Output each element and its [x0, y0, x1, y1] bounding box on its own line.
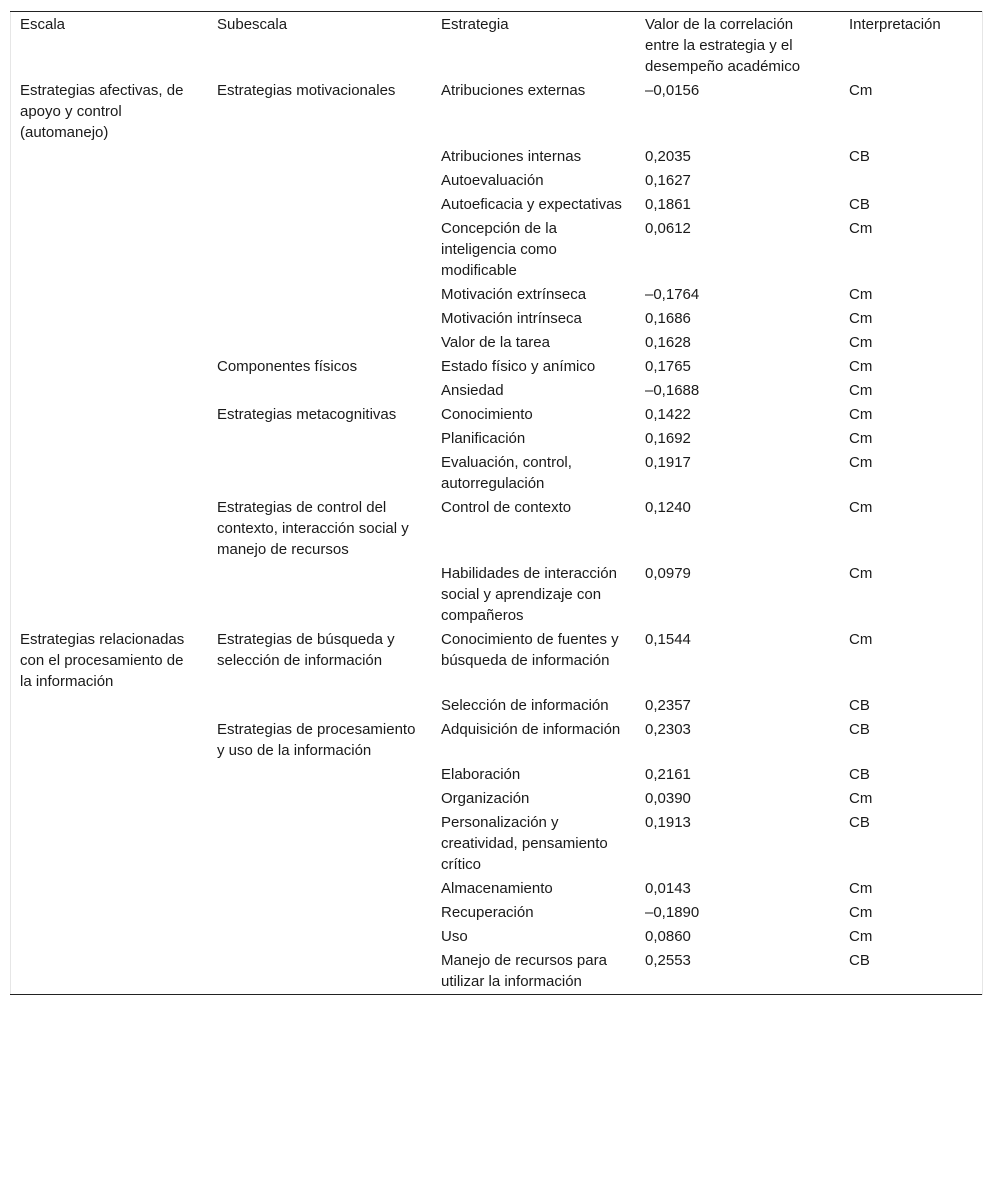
table-row: [10, 283, 982, 307]
cell-valor: 0,2357: [645, 697, 691, 714]
cell-estrategia: Autoevaluación: [441, 172, 544, 189]
table-row: [10, 949, 982, 995]
cell-escala: [10, 787, 207, 811]
cell-subescala: [207, 379, 431, 403]
header-interpretacion: Interpretación: [849, 16, 941, 33]
cell-estrategia: Personalización y creatividad, pensamiento crítico: [441, 814, 608, 873]
cell-estrategia: Uso: [441, 928, 468, 945]
cell-subescala: [207, 451, 431, 496]
cell-subescala: [207, 811, 431, 877]
cell-valor: 0,1628: [645, 334, 691, 351]
cell-escala: [10, 901, 207, 925]
table-row: [10, 496, 982, 562]
table-row: [10, 145, 982, 169]
table-row: [10, 355, 982, 379]
table-row: [10, 451, 982, 496]
cell-escala: [10, 718, 207, 763]
cell-interpretacion: Cm: [849, 286, 873, 303]
cell-estrategia: Planificación: [441, 430, 526, 447]
cell-estrategia: Atribuciones externas: [441, 82, 586, 99]
cell-subescala: [207, 925, 431, 949]
cell-estrategia: Elaboración: [441, 766, 521, 783]
cell-estrategia: Control de contexto: [441, 499, 572, 516]
cell-interpretacion: Cm: [849, 430, 873, 447]
cell-subescala: Estrategias de búsqueda y selección de información: [217, 631, 395, 669]
table-row: [10, 307, 982, 331]
cell-valor: 0,1544: [645, 631, 691, 648]
cell-interpretacion: CB: [849, 697, 870, 714]
header-estrategia: Estrategia: [441, 16, 509, 33]
cell-escala: [10, 193, 207, 217]
table-row: [10, 628, 982, 694]
cell-estrategia: Atribuciones internas: [441, 148, 582, 165]
table-row: [10, 427, 982, 451]
table-header-row: [10, 12, 982, 80]
cell-escala: Estrategias afectivas, de apoyo y control (automanejo): [20, 82, 184, 141]
cell-escala: [10, 169, 207, 193]
cell-escala: [10, 811, 207, 877]
cell-interpretacion: Cm: [849, 880, 873, 897]
table-row: [10, 763, 982, 787]
cell-valor: 0,1422: [645, 406, 691, 423]
table-row: [10, 193, 982, 217]
cell-valor: 0,1765: [645, 358, 691, 375]
cell-valor: 0,1627: [645, 172, 691, 189]
cell-escala: [10, 925, 207, 949]
cell-escala: [10, 283, 207, 307]
cell-escala: [10, 562, 207, 628]
cell-escala: [10, 949, 207, 995]
cell-valor: 0,1861: [645, 196, 691, 213]
cell-escala: [10, 403, 207, 427]
cell-escala: [10, 451, 207, 496]
cell-interpretacion: CB: [849, 721, 870, 738]
cell-escala: [10, 877, 207, 901]
cell-subescala: [207, 877, 431, 901]
cell-subescala: [207, 694, 431, 718]
cell-subescala: [207, 949, 431, 995]
cell-subescala: Estrategias de control del contexto, interacción social y manejo de recursos: [217, 499, 409, 558]
cell-subescala: [207, 283, 431, 307]
table-body: [10, 79, 982, 995]
header-subescala: Subescala: [217, 16, 288, 33]
table-row: [10, 901, 982, 925]
cell-estrategia: Organización: [441, 790, 530, 807]
cell-valor: 0,1917: [645, 454, 691, 471]
cell-subescala: [207, 193, 431, 217]
cell-estrategia: Selección de información: [441, 697, 609, 714]
cell-interpretacion: Cm: [849, 454, 873, 471]
cell-interpretacion: Cm: [849, 904, 873, 921]
cell-valor: 0,1240: [645, 499, 691, 516]
cell-interpretacion: Cm: [849, 928, 873, 945]
cell-interpretacion: CB: [849, 814, 870, 831]
cell-subescala: [207, 217, 431, 283]
table-row: [10, 79, 982, 145]
cell-escala: [10, 331, 207, 355]
table-row: [10, 217, 982, 283]
cell-valor: 0,2303: [645, 721, 691, 738]
cell-escala: [10, 427, 207, 451]
table-row: [10, 718, 982, 763]
cell-subescala: [207, 169, 431, 193]
cell-valor: –0,0156: [645, 82, 700, 99]
cell-subescala: [207, 331, 431, 355]
cell-escala: [10, 496, 207, 562]
cell-interpretacion: Cm: [849, 406, 873, 423]
cell-valor: 0,1913: [645, 814, 691, 831]
cell-estrategia: Almacenamiento: [441, 880, 553, 897]
cell-estrategia: Conocimiento: [441, 406, 533, 423]
cell-valor: 0,0390: [645, 790, 691, 807]
cell-escala: [10, 355, 207, 379]
correlation-table: [10, 11, 982, 995]
cell-interpretacion: Cm: [849, 790, 873, 807]
cell-estrategia: Adquisición de información: [441, 721, 621, 738]
cell-escala: [10, 379, 207, 403]
cell-interpretacion: Cm: [849, 631, 873, 648]
cell-escala: [10, 763, 207, 787]
table-row: [10, 169, 982, 193]
table-row: [10, 403, 982, 427]
cell-subescala: [207, 901, 431, 925]
cell-interpretacion: CB: [849, 952, 870, 969]
cell-escala: [10, 307, 207, 331]
cell-estrategia: Autoeficacia y expectativas: [441, 196, 622, 213]
cell-valor: –0,1890: [645, 904, 700, 921]
table-row: [10, 787, 982, 811]
cell-escala: [10, 145, 207, 169]
cell-estrategia: Ansiedad: [441, 382, 504, 399]
cell-valor: 0,2035: [645, 148, 691, 165]
cell-subescala: [207, 763, 431, 787]
table-row: [10, 694, 982, 718]
table-row: [10, 331, 982, 355]
cell-interpretacion: Cm: [849, 310, 873, 327]
cell-subescala: Estrategias motivacionales: [217, 82, 396, 99]
cell-estrategia: Recuperación: [441, 904, 534, 921]
cell-subescala: [207, 427, 431, 451]
table-row: [10, 811, 982, 877]
cell-interpretacion: Cm: [849, 565, 873, 582]
cell-interpretacion: Cm: [849, 334, 873, 351]
cell-escala: Estrategias relacionadas con el procesamiento de la información: [20, 631, 185, 690]
cell-escala: [10, 694, 207, 718]
cell-estrategia: Estado físico y anímico: [441, 358, 596, 375]
cell-valor: 0,0979: [645, 565, 691, 582]
cell-interpretacion: Cm: [849, 382, 873, 399]
cell-subescala: [207, 307, 431, 331]
cell-estrategia: Motivación intrínseca: [441, 310, 582, 327]
table-row: [10, 562, 982, 628]
cell-estrategia: Evaluación, control, autorregulación: [441, 454, 572, 492]
header-escala: Escala: [20, 16, 66, 33]
cell-interpretacion: CB: [849, 196, 870, 213]
table-row: [10, 925, 982, 949]
cell-interpretacion: CB: [849, 148, 870, 165]
cell-subescala: [207, 787, 431, 811]
cell-interpretacion: Cm: [849, 358, 873, 375]
cell-interpretacion: Cm: [849, 499, 873, 516]
cell-estrategia: Manejo de recursos para utilizar la información: [441, 952, 607, 990]
cell-valor: 0,1692: [645, 430, 691, 447]
cell-interpretacion: [839, 169, 982, 193]
table-row: [10, 379, 982, 403]
cell-valor: 0,1686: [645, 310, 691, 327]
cell-estrategia: Conocimiento de fuentes y búsqueda de información: [441, 631, 619, 669]
header-valor: Valor de la correlación entre la estrategia y el desempeño académico: [645, 16, 801, 75]
table-row: [10, 877, 982, 901]
cell-interpretacion: Cm: [849, 82, 873, 99]
cell-subescala: [207, 562, 431, 628]
cell-estrategia: Habilidades de interacción social y aprendizaje con compañeros: [441, 565, 617, 624]
cell-estrategia: Motivación extrínseca: [441, 286, 587, 303]
cell-subescala: [207, 145, 431, 169]
cell-valor: 0,2553: [645, 952, 691, 969]
cell-subescala: Estrategias metacognitivas: [217, 406, 397, 423]
cell-valor: 0,0143: [645, 880, 691, 897]
cell-estrategia: Valor de la tarea: [441, 334, 550, 351]
cell-interpretacion: CB: [849, 766, 870, 783]
cell-valor: 0,0612: [645, 220, 691, 237]
cell-escala: [10, 217, 207, 283]
table-container: [10, 11, 983, 995]
cell-valor: 0,2161: [645, 766, 691, 783]
cell-subescala: Componentes físicos: [217, 358, 358, 375]
cell-interpretacion: Cm: [849, 220, 873, 237]
cell-valor: –0,1688: [645, 382, 700, 399]
cell-valor: 0,0860: [645, 928, 691, 945]
cell-subescala: Estrategias de procesamiento y uso de la información: [217, 721, 416, 759]
cell-valor: –0,1764: [645, 286, 700, 303]
cell-estrategia: Concepción de la inteligencia como modificable: [441, 220, 557, 279]
